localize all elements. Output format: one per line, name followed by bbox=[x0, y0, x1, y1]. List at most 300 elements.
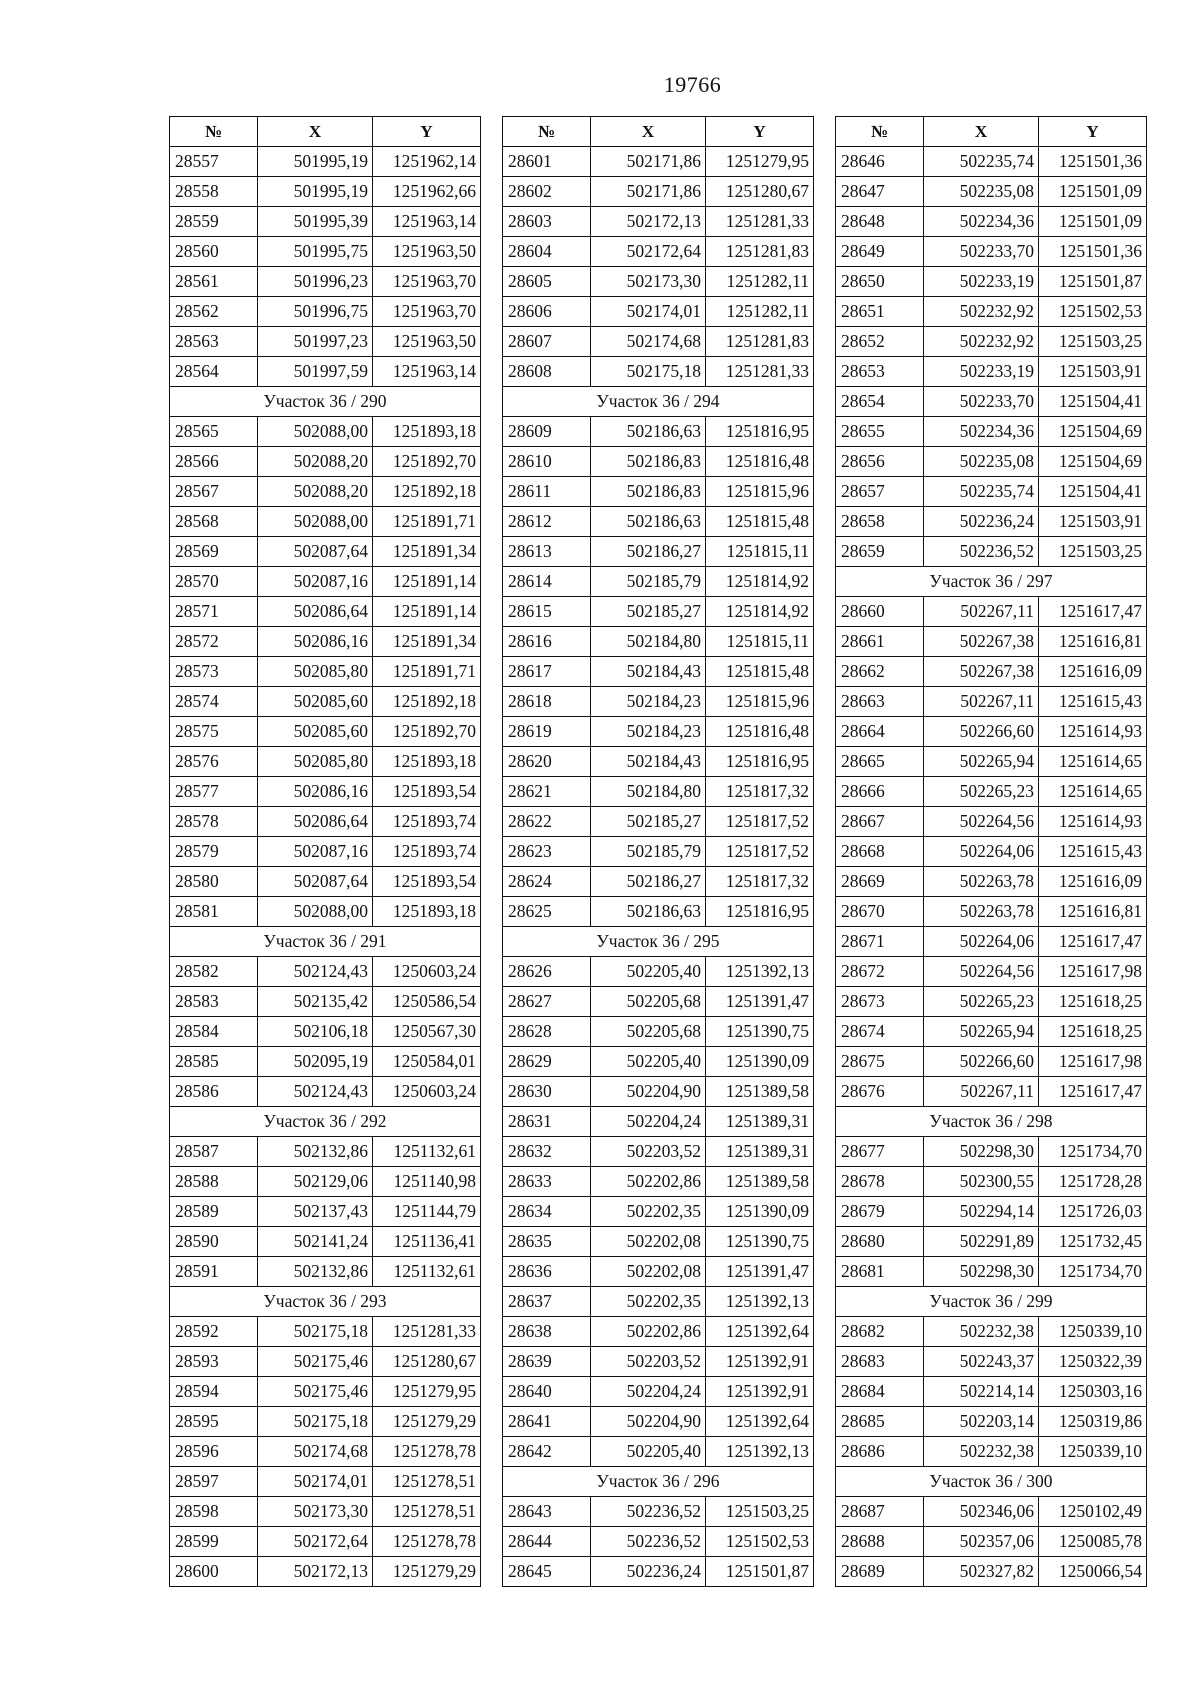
y-coordinate-cell: 1251136,41 bbox=[373, 1227, 481, 1257]
table-row bbox=[836, 147, 1147, 177]
x-coordinate-cell: 502204,24 bbox=[591, 1107, 706, 1137]
x-coordinate-cell: 502235,08 bbox=[924, 177, 1039, 207]
table-row bbox=[836, 1137, 1147, 1167]
point-number-cell: 28660 bbox=[836, 597, 924, 627]
x-coordinate-cell: 502085,80 bbox=[258, 747, 373, 777]
table-row bbox=[503, 627, 814, 657]
y-coordinate-cell: 1251817,52 bbox=[706, 837, 814, 867]
x-coordinate-cell: 502204,90 bbox=[591, 1077, 706, 1107]
table-row bbox=[836, 987, 1147, 1017]
point-number-cell: 28614 bbox=[503, 567, 591, 597]
x-coordinate-cell: 502236,24 bbox=[591, 1557, 706, 1587]
point-number-cell: 28646 bbox=[836, 147, 924, 177]
table-row bbox=[170, 897, 481, 927]
table-row bbox=[836, 777, 1147, 807]
x-coordinate-cell: 502202,35 bbox=[591, 1197, 706, 1227]
section-header-row bbox=[170, 1287, 481, 1317]
x-coordinate-cell: 502141,24 bbox=[258, 1227, 373, 1257]
table-row bbox=[503, 537, 814, 567]
point-number-cell: 28573 bbox=[170, 657, 258, 687]
table-row bbox=[170, 627, 481, 657]
point-number-cell: 28677 bbox=[836, 1137, 924, 1167]
y-coordinate-cell: 1251615,43 bbox=[1039, 837, 1147, 867]
x-coordinate-cell: 502235,74 bbox=[924, 477, 1039, 507]
table-row bbox=[503, 237, 814, 267]
point-number-cell: 28607 bbox=[503, 327, 591, 357]
point-number-cell: 28610 bbox=[503, 447, 591, 477]
x-coordinate-cell: 502233,19 bbox=[924, 267, 1039, 297]
point-number-cell: 28563 bbox=[170, 327, 258, 357]
y-coordinate-cell: 1251893,74 bbox=[373, 837, 481, 867]
table-row bbox=[170, 1197, 481, 1227]
table-row bbox=[170, 477, 481, 507]
x-coordinate-cell: 502202,86 bbox=[591, 1317, 706, 1347]
y-coordinate-cell: 1251891,71 bbox=[373, 507, 481, 537]
y-coordinate-cell: 1251392,13 bbox=[706, 1287, 814, 1317]
table-row bbox=[503, 477, 814, 507]
column-header-y: Y bbox=[1039, 117, 1147, 147]
y-coordinate-cell: 1251892,18 bbox=[373, 477, 481, 507]
x-coordinate-cell: 502172,13 bbox=[591, 207, 706, 237]
y-coordinate-cell: 1251501,87 bbox=[706, 1557, 814, 1587]
y-coordinate-cell: 1251391,47 bbox=[706, 987, 814, 1017]
table-row bbox=[170, 1017, 481, 1047]
y-coordinate-cell: 1251891,34 bbox=[373, 537, 481, 567]
table-row bbox=[836, 1527, 1147, 1557]
x-coordinate-cell: 502264,56 bbox=[924, 807, 1039, 837]
x-coordinate-cell: 502204,90 bbox=[591, 1407, 706, 1437]
table-row bbox=[170, 1167, 481, 1197]
table-row bbox=[170, 717, 481, 747]
x-coordinate-cell: 502232,92 bbox=[924, 297, 1039, 327]
section-header-row bbox=[170, 387, 481, 417]
table-row bbox=[170, 1347, 481, 1377]
y-coordinate-cell: 1251893,18 bbox=[373, 897, 481, 927]
y-coordinate-cell: 1251618,25 bbox=[1039, 987, 1147, 1017]
y-coordinate-cell: 1251278,51 bbox=[373, 1467, 481, 1497]
y-coordinate-cell: 1251281,33 bbox=[373, 1317, 481, 1347]
y-coordinate-cell: 1251891,34 bbox=[373, 627, 481, 657]
x-coordinate-cell: 502214,14 bbox=[924, 1377, 1039, 1407]
point-number-cell: 28655 bbox=[836, 417, 924, 447]
point-number-cell: 28676 bbox=[836, 1077, 924, 1107]
y-coordinate-cell: 1251390,75 bbox=[706, 1227, 814, 1257]
point-number-cell: 28645 bbox=[503, 1557, 591, 1587]
x-coordinate-cell: 502203,52 bbox=[591, 1137, 706, 1167]
table-row bbox=[836, 1077, 1147, 1107]
table-row bbox=[170, 987, 481, 1017]
x-coordinate-cell: 502186,63 bbox=[591, 417, 706, 447]
table-row bbox=[503, 177, 814, 207]
column-header-number: № bbox=[503, 117, 591, 147]
x-coordinate-cell: 502132,86 bbox=[258, 1257, 373, 1287]
point-number-cell: 28624 bbox=[503, 867, 591, 897]
x-coordinate-cell: 502086,64 bbox=[258, 807, 373, 837]
point-number-cell: 28557 bbox=[170, 147, 258, 177]
table-row bbox=[503, 897, 814, 927]
point-number-cell: 28619 bbox=[503, 717, 591, 747]
x-coordinate-cell: 502298,30 bbox=[924, 1257, 1039, 1287]
point-number-cell: 28626 bbox=[503, 957, 591, 987]
table-header-row bbox=[836, 117, 1147, 147]
x-coordinate-cell: 502186,83 bbox=[591, 477, 706, 507]
x-coordinate-cell: 502202,35 bbox=[591, 1287, 706, 1317]
point-number-cell: 28586 bbox=[170, 1077, 258, 1107]
table-row bbox=[170, 1497, 481, 1527]
x-coordinate-cell: 501995,19 bbox=[258, 177, 373, 207]
point-number-cell: 28600 bbox=[170, 1557, 258, 1587]
y-coordinate-cell: 1250319,86 bbox=[1039, 1407, 1147, 1437]
x-coordinate-cell: 501995,19 bbox=[258, 147, 373, 177]
x-coordinate-cell: 502233,19 bbox=[924, 357, 1039, 387]
y-coordinate-cell: 1251614,65 bbox=[1039, 747, 1147, 777]
point-number-cell: 28631 bbox=[503, 1107, 591, 1137]
table-row bbox=[503, 1227, 814, 1257]
y-coordinate-cell: 1251389,31 bbox=[706, 1137, 814, 1167]
x-coordinate-cell: 502175,46 bbox=[258, 1377, 373, 1407]
table-row bbox=[170, 1527, 481, 1557]
point-number-cell: 28664 bbox=[836, 717, 924, 747]
y-coordinate-cell: 1251817,32 bbox=[706, 867, 814, 897]
table-row bbox=[503, 567, 814, 597]
section-title: Участок 36 / 300 bbox=[836, 1467, 1147, 1497]
table-row bbox=[170, 597, 481, 627]
y-coordinate-cell: 1251893,54 bbox=[373, 867, 481, 897]
y-coordinate-cell: 1251282,11 bbox=[706, 297, 814, 327]
coordinates-table-left bbox=[169, 116, 481, 1587]
point-number-cell: 28616 bbox=[503, 627, 591, 657]
x-coordinate-cell: 502184,23 bbox=[591, 717, 706, 747]
table-header-row bbox=[170, 117, 481, 147]
y-coordinate-cell: 1251963,70 bbox=[373, 267, 481, 297]
x-coordinate-cell: 501996,23 bbox=[258, 267, 373, 297]
y-coordinate-cell: 1251816,95 bbox=[706, 417, 814, 447]
table-row bbox=[836, 1407, 1147, 1437]
x-coordinate-cell: 502174,01 bbox=[258, 1467, 373, 1497]
point-number-cell: 28685 bbox=[836, 1407, 924, 1437]
x-coordinate-cell: 502267,38 bbox=[924, 657, 1039, 687]
x-coordinate-cell: 502267,11 bbox=[924, 687, 1039, 717]
table-row bbox=[503, 1107, 814, 1137]
table-row bbox=[170, 777, 481, 807]
y-coordinate-cell: 1251614,93 bbox=[1039, 807, 1147, 837]
point-number-cell: 28652 bbox=[836, 327, 924, 357]
y-coordinate-cell: 1251278,51 bbox=[373, 1497, 481, 1527]
x-coordinate-cell: 502232,38 bbox=[924, 1317, 1039, 1347]
table-row bbox=[503, 1077, 814, 1107]
y-coordinate-cell: 1251615,43 bbox=[1039, 687, 1147, 717]
point-number-cell: 28668 bbox=[836, 837, 924, 867]
table-row bbox=[170, 447, 481, 477]
point-number-cell: 28562 bbox=[170, 297, 258, 327]
table-row bbox=[836, 837, 1147, 867]
x-coordinate-cell: 502184,43 bbox=[591, 657, 706, 687]
x-coordinate-cell: 502085,60 bbox=[258, 687, 373, 717]
section-title: Участок 36 / 291 bbox=[170, 927, 481, 957]
y-coordinate-cell: 1251816,48 bbox=[706, 717, 814, 747]
point-number-cell: 28628 bbox=[503, 1017, 591, 1047]
table-row bbox=[170, 297, 481, 327]
x-coordinate-cell: 502235,08 bbox=[924, 447, 1039, 477]
y-coordinate-cell: 1251617,98 bbox=[1039, 1047, 1147, 1077]
table-row bbox=[836, 927, 1147, 957]
y-coordinate-cell: 1251503,91 bbox=[1039, 357, 1147, 387]
point-number-cell: 28611 bbox=[503, 477, 591, 507]
table-row bbox=[503, 657, 814, 687]
x-coordinate-cell: 502088,00 bbox=[258, 897, 373, 927]
point-number-cell: 28571 bbox=[170, 597, 258, 627]
x-coordinate-cell: 502263,78 bbox=[924, 867, 1039, 897]
point-number-cell: 28560 bbox=[170, 237, 258, 267]
x-coordinate-cell: 502175,18 bbox=[258, 1317, 373, 1347]
point-number-cell: 28663 bbox=[836, 687, 924, 717]
point-number-cell: 28636 bbox=[503, 1257, 591, 1287]
x-coordinate-cell: 502234,36 bbox=[924, 207, 1039, 237]
y-coordinate-cell: 1251281,33 bbox=[706, 207, 814, 237]
x-coordinate-cell: 502235,74 bbox=[924, 147, 1039, 177]
y-coordinate-cell: 1251963,14 bbox=[373, 357, 481, 387]
point-number-cell: 28593 bbox=[170, 1347, 258, 1377]
y-coordinate-cell: 1251389,58 bbox=[706, 1077, 814, 1107]
table-row bbox=[836, 537, 1147, 567]
point-number-cell: 28612 bbox=[503, 507, 591, 537]
y-coordinate-cell: 1251815,96 bbox=[706, 477, 814, 507]
table-row bbox=[503, 267, 814, 297]
x-coordinate-cell: 502205,40 bbox=[591, 1047, 706, 1077]
point-number-cell: 28686 bbox=[836, 1437, 924, 1467]
point-number-cell: 28640 bbox=[503, 1377, 591, 1407]
table-row bbox=[503, 1557, 814, 1587]
y-coordinate-cell: 1251893,18 bbox=[373, 417, 481, 447]
column-header-number: № bbox=[170, 117, 258, 147]
point-number-cell: 28565 bbox=[170, 417, 258, 447]
table-row bbox=[836, 507, 1147, 537]
point-number-cell: 28683 bbox=[836, 1347, 924, 1377]
table-row bbox=[170, 1407, 481, 1437]
y-coordinate-cell: 1251281,83 bbox=[706, 327, 814, 357]
x-coordinate-cell: 502172,64 bbox=[591, 237, 706, 267]
x-coordinate-cell: 502135,42 bbox=[258, 987, 373, 1017]
point-number-cell: 28684 bbox=[836, 1377, 924, 1407]
x-coordinate-cell: 502087,16 bbox=[258, 837, 373, 867]
point-number-cell: 28675 bbox=[836, 1047, 924, 1077]
point-number-cell: 28649 bbox=[836, 237, 924, 267]
y-coordinate-cell: 1251503,91 bbox=[1039, 507, 1147, 537]
point-number-cell: 28648 bbox=[836, 207, 924, 237]
point-number-cell: 28569 bbox=[170, 537, 258, 567]
x-coordinate-cell: 502185,27 bbox=[591, 807, 706, 837]
y-coordinate-cell: 1251281,83 bbox=[706, 237, 814, 267]
table-row bbox=[836, 417, 1147, 447]
y-coordinate-cell: 1251503,25 bbox=[1039, 537, 1147, 567]
point-number-cell: 28577 bbox=[170, 777, 258, 807]
y-coordinate-cell: 1251891,14 bbox=[373, 567, 481, 597]
y-coordinate-cell: 1251280,67 bbox=[373, 1347, 481, 1377]
x-coordinate-cell: 502265,94 bbox=[924, 1017, 1039, 1047]
point-number-cell: 28570 bbox=[170, 567, 258, 597]
y-coordinate-cell: 1251278,78 bbox=[373, 1437, 481, 1467]
table-row bbox=[170, 1317, 481, 1347]
table-row bbox=[836, 1557, 1147, 1587]
table-row bbox=[170, 1137, 481, 1167]
x-coordinate-cell: 502088,00 bbox=[258, 507, 373, 537]
y-coordinate-cell: 1251963,14 bbox=[373, 207, 481, 237]
table-row bbox=[836, 267, 1147, 297]
x-coordinate-cell: 502205,68 bbox=[591, 987, 706, 1017]
table-row bbox=[836, 1347, 1147, 1377]
x-coordinate-cell: 502124,43 bbox=[258, 1077, 373, 1107]
point-number-cell: 28595 bbox=[170, 1407, 258, 1437]
table-row bbox=[836, 1017, 1147, 1047]
table-row bbox=[170, 1437, 481, 1467]
x-coordinate-cell: 502186,83 bbox=[591, 447, 706, 477]
point-number-cell: 28629 bbox=[503, 1047, 591, 1077]
y-coordinate-cell: 1251503,25 bbox=[1039, 327, 1147, 357]
y-coordinate-cell: 1251280,67 bbox=[706, 177, 814, 207]
point-number-cell: 28654 bbox=[836, 387, 924, 417]
x-coordinate-cell: 502294,14 bbox=[924, 1197, 1039, 1227]
point-number-cell: 28615 bbox=[503, 597, 591, 627]
x-coordinate-cell: 502300,55 bbox=[924, 1167, 1039, 1197]
y-coordinate-cell: 1251392,91 bbox=[706, 1347, 814, 1377]
x-coordinate-cell: 502186,27 bbox=[591, 867, 706, 897]
y-coordinate-cell: 1251734,70 bbox=[1039, 1257, 1147, 1287]
table-row bbox=[836, 687, 1147, 717]
table-row bbox=[170, 357, 481, 387]
point-number-cell: 28634 bbox=[503, 1197, 591, 1227]
table-row bbox=[836, 867, 1147, 897]
y-coordinate-cell: 1250584,01 bbox=[373, 1047, 481, 1077]
table-row bbox=[836, 657, 1147, 687]
point-number-cell: 28658 bbox=[836, 507, 924, 537]
y-coordinate-cell: 1251617,47 bbox=[1039, 1077, 1147, 1107]
point-number-cell: 28559 bbox=[170, 207, 258, 237]
x-coordinate-cell: 502236,52 bbox=[924, 537, 1039, 567]
y-coordinate-cell: 1251504,69 bbox=[1039, 447, 1147, 477]
table-row bbox=[503, 1257, 814, 1287]
y-coordinate-cell: 1251616,81 bbox=[1039, 627, 1147, 657]
y-coordinate-cell: 1251815,48 bbox=[706, 507, 814, 537]
y-coordinate-cell: 1251279,95 bbox=[373, 1377, 481, 1407]
point-number-cell: 28678 bbox=[836, 1167, 924, 1197]
x-coordinate-cell: 502087,64 bbox=[258, 537, 373, 567]
point-number-cell: 28618 bbox=[503, 687, 591, 717]
x-coordinate-cell: 502124,43 bbox=[258, 957, 373, 987]
point-number-cell: 28621 bbox=[503, 777, 591, 807]
x-coordinate-cell: 502267,11 bbox=[924, 1077, 1039, 1107]
table-row bbox=[170, 687, 481, 717]
table-row bbox=[836, 1227, 1147, 1257]
y-coordinate-cell: 1250586,54 bbox=[373, 987, 481, 1017]
y-coordinate-cell: 1251392,13 bbox=[706, 1437, 814, 1467]
point-number-cell: 28639 bbox=[503, 1347, 591, 1377]
table-row bbox=[503, 1287, 814, 1317]
point-number-cell: 28620 bbox=[503, 747, 591, 777]
table-row bbox=[503, 747, 814, 777]
point-number-cell: 28609 bbox=[503, 417, 591, 447]
table-row bbox=[170, 417, 481, 447]
point-number-cell: 28585 bbox=[170, 1047, 258, 1077]
table-row bbox=[503, 957, 814, 987]
table-row bbox=[836, 1197, 1147, 1227]
y-coordinate-cell: 1251728,28 bbox=[1039, 1167, 1147, 1197]
y-coordinate-cell: 1251279,29 bbox=[373, 1407, 481, 1437]
point-number-cell: 28644 bbox=[503, 1527, 591, 1557]
y-coordinate-cell: 1251503,25 bbox=[706, 1497, 814, 1527]
x-coordinate-cell: 502085,80 bbox=[258, 657, 373, 687]
point-number-cell: 28590 bbox=[170, 1227, 258, 1257]
x-coordinate-cell: 502184,43 bbox=[591, 747, 706, 777]
table-row bbox=[836, 957, 1147, 987]
x-coordinate-cell: 502202,86 bbox=[591, 1167, 706, 1197]
section-title: Участок 36 / 290 bbox=[170, 387, 481, 417]
x-coordinate-cell: 502265,23 bbox=[924, 987, 1039, 1017]
x-coordinate-cell: 502236,52 bbox=[591, 1497, 706, 1527]
y-coordinate-cell: 1251501,09 bbox=[1039, 207, 1147, 237]
y-coordinate-cell: 1250567,30 bbox=[373, 1017, 481, 1047]
y-coordinate-cell: 1250303,16 bbox=[1039, 1377, 1147, 1407]
table-row bbox=[503, 357, 814, 387]
y-coordinate-cell: 1251281,33 bbox=[706, 357, 814, 387]
x-coordinate-cell: 502203,52 bbox=[591, 1347, 706, 1377]
point-number-cell: 28598 bbox=[170, 1497, 258, 1527]
table-row bbox=[170, 837, 481, 867]
point-number-cell: 28572 bbox=[170, 627, 258, 657]
section-title: Участок 36 / 293 bbox=[170, 1287, 481, 1317]
table-row bbox=[836, 357, 1147, 387]
section-header-row bbox=[836, 567, 1147, 597]
y-coordinate-cell: 1251392,13 bbox=[706, 957, 814, 987]
y-coordinate-cell: 1251815,48 bbox=[706, 657, 814, 687]
point-number-cell: 28662 bbox=[836, 657, 924, 687]
table-row bbox=[503, 1017, 814, 1047]
x-coordinate-cell: 502327,82 bbox=[924, 1557, 1039, 1587]
x-coordinate-cell: 502243,37 bbox=[924, 1347, 1039, 1377]
y-coordinate-cell: 1251962,66 bbox=[373, 177, 481, 207]
y-coordinate-cell: 1251279,95 bbox=[706, 147, 814, 177]
y-coordinate-cell: 1250603,24 bbox=[373, 957, 481, 987]
point-number-cell: 28623 bbox=[503, 837, 591, 867]
y-coordinate-cell: 1251389,58 bbox=[706, 1167, 814, 1197]
table-row bbox=[836, 717, 1147, 747]
x-coordinate-cell: 502232,38 bbox=[924, 1437, 1039, 1467]
point-number-cell: 28584 bbox=[170, 1017, 258, 1047]
point-number-cell: 28579 bbox=[170, 837, 258, 867]
table-row bbox=[836, 1317, 1147, 1347]
point-number-cell: 28667 bbox=[836, 807, 924, 837]
point-number-cell: 28681 bbox=[836, 1257, 924, 1287]
table-row bbox=[170, 807, 481, 837]
y-coordinate-cell: 1251501,09 bbox=[1039, 177, 1147, 207]
x-coordinate-cell: 502087,16 bbox=[258, 567, 373, 597]
table-row bbox=[503, 1047, 814, 1077]
section-header-row bbox=[170, 927, 481, 957]
table-row bbox=[503, 837, 814, 867]
point-number-cell: 28647 bbox=[836, 177, 924, 207]
point-number-cell: 28576 bbox=[170, 747, 258, 777]
y-coordinate-cell: 1251734,70 bbox=[1039, 1137, 1147, 1167]
table-row bbox=[503, 1377, 814, 1407]
y-coordinate-cell: 1251390,09 bbox=[706, 1047, 814, 1077]
table-header-row bbox=[503, 117, 814, 147]
table-row bbox=[503, 1317, 814, 1347]
x-coordinate-cell: 502175,46 bbox=[258, 1347, 373, 1377]
point-number-cell: 28591 bbox=[170, 1257, 258, 1287]
point-number-cell: 28666 bbox=[836, 777, 924, 807]
section-header-row bbox=[836, 1467, 1147, 1497]
point-number-cell: 28580 bbox=[170, 867, 258, 897]
y-coordinate-cell: 1251140,98 bbox=[373, 1167, 481, 1197]
